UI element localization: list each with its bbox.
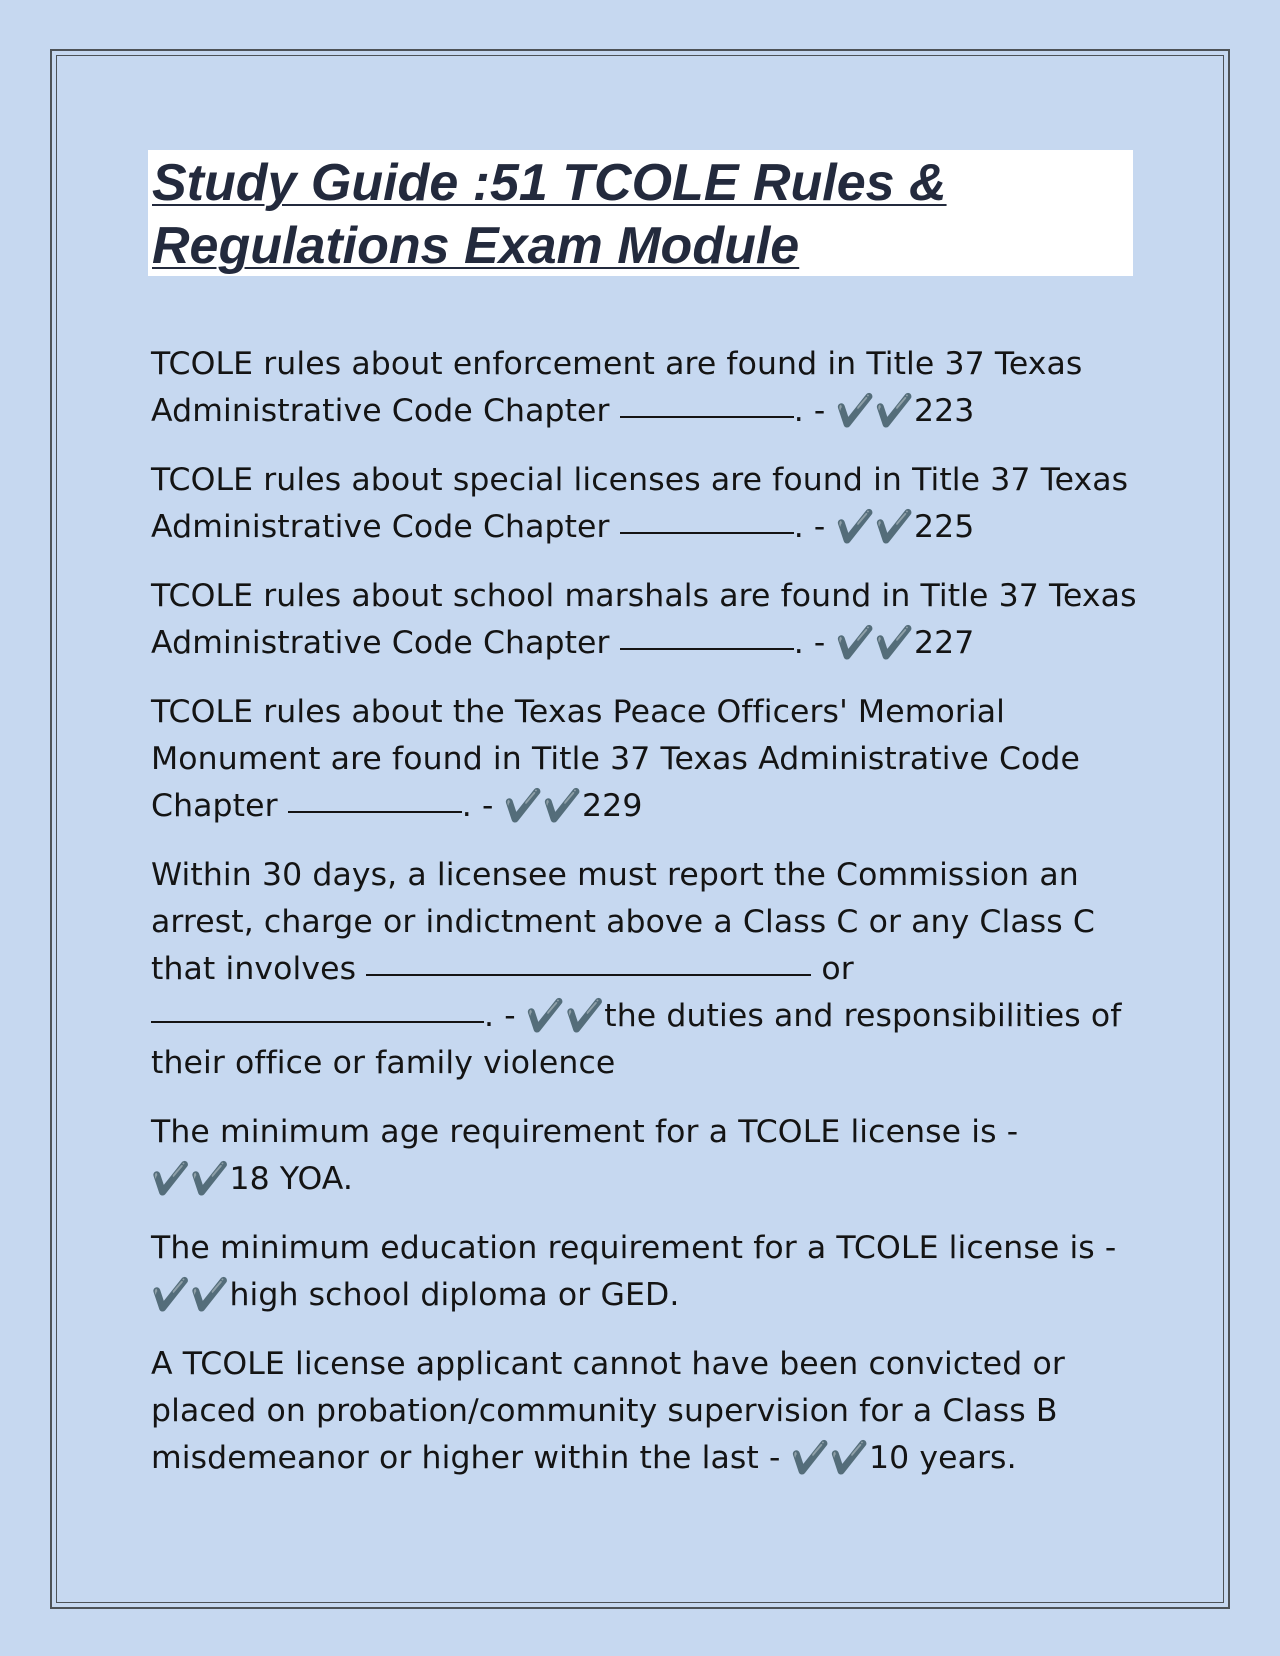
fill-in-blank xyxy=(288,783,462,813)
fill-in-blank xyxy=(620,620,794,650)
fill-in-blank xyxy=(620,504,794,534)
qa-list xyxy=(151,341,1141,1504)
checkmark-icon: ✔️✔️ xyxy=(151,1161,230,1197)
answer-text: high school diploma or GED. xyxy=(229,1277,680,1313)
checkmark-icon: ✔️✔️ xyxy=(525,998,605,1034)
qa-item-school-marshals xyxy=(151,573,1141,667)
question-separator: . - xyxy=(484,998,526,1034)
question-text: The minimum age requirement for a TCOLE license is - xyxy=(151,1114,1019,1150)
question-text: TCOLE rules about special licenses are found in Title 37 Texas Administrative Code Chapter xyxy=(151,462,1129,545)
question-text: TCOLE rules about school marshals are found in Title 37 Texas Administrative Code Chapter xyxy=(151,578,1137,661)
fill-in-blank xyxy=(620,388,794,418)
answer-text: 229 xyxy=(582,788,643,824)
answer-text: 223 xyxy=(913,393,975,429)
qa-item-30-day-report xyxy=(151,852,1141,1087)
question-text: The minimum education requirement for a TCOLE license is - xyxy=(151,1230,1117,1266)
fill-in-blank-2 xyxy=(151,993,484,1023)
qa-item-minimum-education xyxy=(151,1225,1141,1319)
qa-item-enforcement xyxy=(151,341,1141,435)
checkmark-icon: ✔️✔️ xyxy=(835,625,914,661)
question-text: TCOLE rules about the Texas Peace Officers' Memorial Monument are found in Title 37 Texas Administrative Code Chapter xyxy=(151,694,1080,824)
answer-text: the duties and responsibilities of their office or family violence xyxy=(151,998,1122,1081)
checkmark-icon: ✔️✔️ xyxy=(835,393,914,429)
question-text: TCOLE rules about enforcement are found in Title 37 Texas Administrative Code Chapter xyxy=(151,346,1083,429)
question-text: Within 30 days, a licensee must report the Commission an arrest, charge or indictment above a Class C or any Class C that involves xyxy=(151,857,1096,987)
qa-item-minimum-age xyxy=(151,1109,1141,1203)
question-separator: . - xyxy=(793,393,836,429)
question-separator: . - xyxy=(461,788,504,824)
qa-item-memorial-monument xyxy=(151,689,1141,830)
question-separator: . - xyxy=(793,625,836,661)
question-text: A TCOLE license applicant cannot have been convicted or placed on probation/community supervision for a Class B misdemeanor or higher within the last - xyxy=(151,1346,1065,1476)
answer-text: 10 years. xyxy=(868,1440,1017,1476)
qa-item-misdemeanor-window xyxy=(151,1341,1141,1482)
checkmark-icon: ✔️✔️ xyxy=(790,1440,869,1476)
document-title: Study Guide :51 TCOLE Rules & Regulations Exam Module xyxy=(152,154,947,275)
qa-item-special-licenses xyxy=(151,457,1141,551)
question-connector: or xyxy=(811,951,854,987)
fill-in-blank xyxy=(366,946,811,976)
question-separator: . - xyxy=(793,509,836,545)
checkmark-icon: ✔️✔️ xyxy=(151,1277,230,1313)
answer-text: 227 xyxy=(913,625,975,661)
answer-text: 225 xyxy=(913,509,975,545)
checkmark-icon: ✔️✔️ xyxy=(835,509,914,545)
answer-text: 18 YOA. xyxy=(229,1161,354,1197)
checkmark-icon: ✔️✔️ xyxy=(503,788,583,824)
